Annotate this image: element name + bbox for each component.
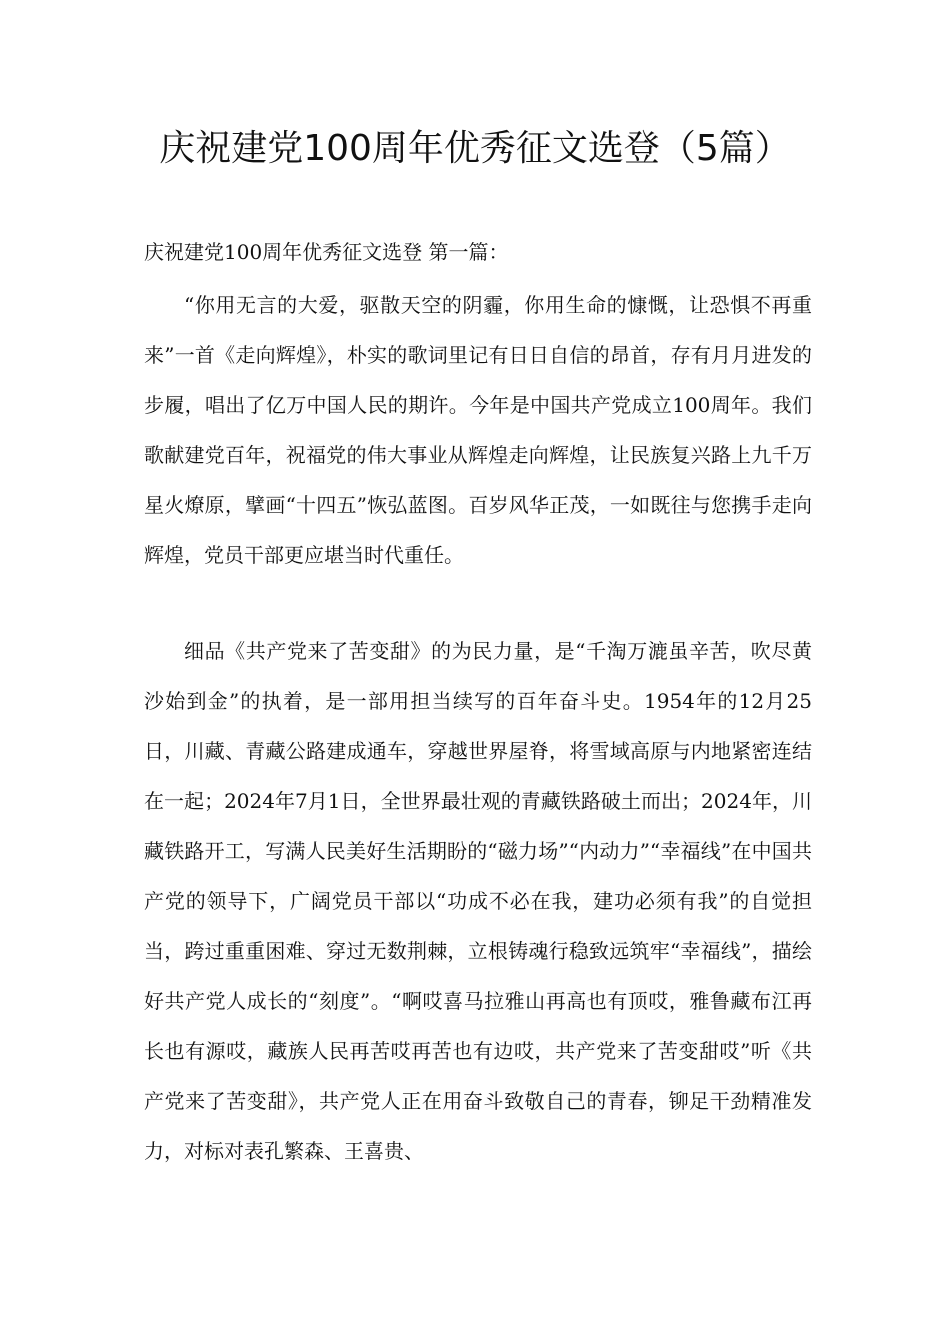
document-subheading: 庆祝建党100周年优秀征文选登 第一篇： <box>144 240 509 264</box>
body-paragraph: “你用无言的大爱，驱散天空的阴霾，你用生命的慷慨，让恐惧不再重来”一首《走向辉煌》，朴实的歌词里记有日日自信的昂首，存有月月进发的步履，唱出了亿万中国人民的期许。今年是中国共产党成立100周年。我们歌献建党百年，祝福党的伟大事业从辉煌走向辉煌，让民族复兴路上九千万星火燎原，擘画“十四五”恢弘蓝图。百岁风华正茂，一如既往与您携手走向辉煌，党员干部更应堪当时代重任。 <box>144 293 812 567</box>
document-title: 庆祝建党100周年优秀征文选登（5篇） <box>159 128 791 169</box>
body-paragraph: 细品《共产党来了苦变甜》的为民力量，是“千淘万漉虽辛苦，吹尽黄沙始到金”的执着，是一部用担当续写的百年奋斗史。1954年的12月25日，川藏、青藏公路建成通车，穿越世界屋脊，将雪域高原与内地紧密连结在一起；2024年7月1日，全世界最壮观的青藏铁路破土而出；2024年，川藏铁路开工，写满人民美好生活期盼的“磁力场”“内动力”“幸福线”在中国共产党的领导下，广阔党员干部以“功成不必在我，建功必须有我”的自觉担当，跨过重重困难、穿过无数荆棘，立根铸魂行稳致远筑牢“幸福线”，描绘好共产党人成长的“刻度”。“啊哎喜马拉雅山再高也有顶哎，雅鲁藏布江再长也有源哎，藏族人民再苦哎再苦也有边哎，共产党来了苦变甜哎”听《共产党来了苦变甜》，共产党人正在用奋斗致敬自己的青春，铆足干劲精准发力，对标对表孔繁森、王喜贵、 <box>144 639 812 1163</box>
